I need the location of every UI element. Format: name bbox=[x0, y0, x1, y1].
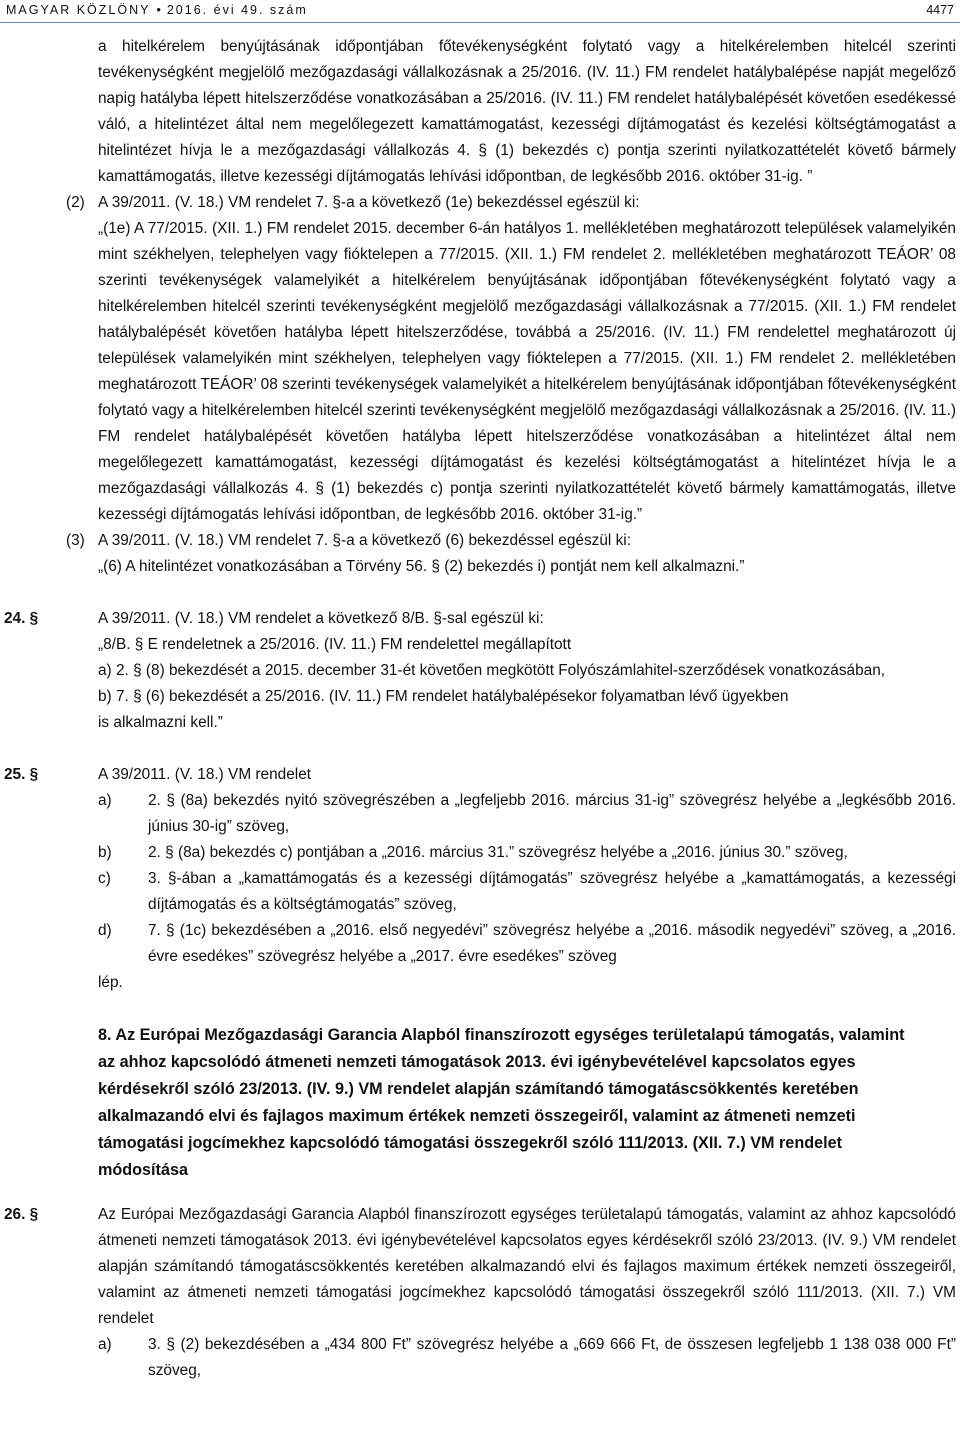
subsection-3 bbox=[0, 528, 956, 580]
subsection-text: A 39/2011. (V. 18.) VM rendelet 7. §-a a következő (1e) bekezdéssel egészül ki: bbox=[98, 194, 640, 211]
list-text: 7. § (1c) bekezdésében a „2016. első negyedévi” szövegrész helyébe a „2016. második negyedévi” szöveg, a „2016. évre esedékes” szövegrész helyébe a „2017. évre esedékes” szöveg bbox=[148, 922, 956, 965]
section-line: a) 2. § (8) bekezdését a 2015. december 31-ét követően megkötött Folyószámlahitel-szerződések vonatkozásában, bbox=[98, 662, 886, 679]
page-number: 4477 bbox=[926, 3, 954, 17]
header-left bbox=[6, 0, 308, 20]
list-letter: b) bbox=[98, 844, 112, 861]
subsection-2 bbox=[0, 190, 956, 528]
section-number: 25. § bbox=[4, 766, 39, 783]
page-header bbox=[0, 0, 960, 23]
section-line: A 39/2011. (V. 18.) VM rendelet a következő 8/B. §-sal egészül ki: bbox=[98, 610, 544, 627]
intro-paragraph: a hitelkérelem benyújtásának időpontjában főtevékenységként folytató vagy a hitelkérelemben hitelcél szerinti tevékenységként megjelölő mezőgazdasági vállalkozásnak a 25/2016. (IV. 11.) FM rendelet hatálybalépése napját megelőző napig hatályba lépett hitelszerződése vonatkozásában a 25/2016. (IV. 11.) FM rendelet hatálybalépését követően esedékessé váló, a hitelintézet által nem megelőlegezett kamattámogatást, kezességi díjtámogatást és kezelési költségtámogatást a hitelintézet hívja le a mezőgazdasági vállalkozás 4. § (1) bekezdés c) pontja szerinti nyilatkozattételét követő bármely kamattámogatás, illetve kezességi díjtámogatás lehívási időpontban, de legkésőbb 2016. október 31-ig. ” bbox=[98, 38, 956, 185]
section-line: „8/B. § E rendeletnek a 25/2016. (IV. 11.) FM rendelettel megállapított bbox=[98, 636, 572, 653]
section-intro: A 39/2011. (V. 18.) VM rendelet bbox=[98, 766, 312, 783]
section-number: 26. § bbox=[4, 1206, 39, 1223]
list-item bbox=[0, 840, 956, 866]
list-item bbox=[0, 866, 956, 918]
list-item bbox=[0, 918, 956, 970]
list-letter: a) bbox=[98, 792, 112, 809]
list-text: 3. § (2) bekezdésében a „434 800 Ft” szövegrész helyébe a „669 666 Ft, de összesen legfeljebb 1 138 038 000 Ft” szöveg, bbox=[148, 1336, 956, 1379]
section-26 bbox=[0, 1202, 956, 1332]
section-number: 24. § bbox=[4, 610, 39, 627]
list-text: 3. §-ában a „kamattámogatás és a kezességi díjtámogatás” szövegrész helyébe a „kamattámogatás, a kezességi díjtámogatás és a költségtámogatás” szöveg, bbox=[148, 870, 956, 913]
chapter-heading: 8. Az Európai Mezőgazdasági Garancia Alapból finanszírozott egységes területalapú támogatás, valamint az ahhoz kapcsolódó átmeneti nemzeti támogatások 2013. évi igénybevételével kapcsolatos egyes kérdésekről szóló 23/2013. (IV. 9.) VM rendelet alapján számítandó támogatáscsökkentés keretében alkalmazandó elvi és fajlagos maximum értékek nemzeti összegeiről, valamint az átmeneti nemzeti támogatási jogcímekhez kapcsolódó támogatási összegekről szóló 111/2013. (XII. 7.) VM rendelet módosítása bbox=[98, 1026, 905, 1179]
section-24 bbox=[0, 606, 956, 736]
journal-title: MAGYAR KÖZLÖNY bbox=[6, 3, 151, 17]
subsection-text: A 39/2011. (V. 18.) VM rendelet 7. §-a a következő (6) bekezdéssel egészül ki: bbox=[98, 532, 631, 549]
header-bullet: • bbox=[156, 3, 161, 17]
list-text: 2. § (8a) bekezdés c) pontjában a „2016. március 31.” szövegrész helyébe a „2016. június 30.” szöveg, bbox=[148, 844, 848, 861]
list-letter: c) bbox=[98, 870, 111, 887]
subsection-number: (2) bbox=[66, 194, 85, 211]
section-line: is alkalmazni kell.” bbox=[98, 714, 223, 731]
section-25 bbox=[0, 762, 956, 788]
list-text: 2. § (8a) bekezdés nyitó szövegrészében a „legfeljebb 2016. március 31-ig” szövegrész helyébe a „legkésőbb 2016. június 30-ig” szöveg, bbox=[148, 792, 956, 835]
document-body bbox=[0, 34, 960, 1384]
section-line: b) 7. § (6) bekezdését a 25/2016. (IV. 11.) FM rendelet hatálybalépésekor folyamatban lévő ügyekben bbox=[98, 688, 789, 705]
list-letter: d) bbox=[98, 922, 112, 939]
list-item bbox=[0, 788, 956, 840]
list-letter: a) bbox=[98, 1336, 112, 1353]
subsection-number: (3) bbox=[66, 532, 85, 549]
quoted-provision: „(1e) A 77/2015. (XII. 1.) FM rendelet 2015. december 6-án hatályos 1. mellékletében meghatározott települések valamelyikén mint székhelyen, telephelyen vagy fióktelepen a 77/2015. (XII. 1.) FM rendelet 2. mellékletében meghatározott TEÁOR’ 08 szerinti tevékenységek valamelyikét a hitelkérelem benyújtásának időpontjában főtevékenységként folytató vagy a hitelkérelemben hitelcél szerinti tevékenységként megjelölő mezőgazdasági vállalkozásnak a 77/2015. (XII. 1.) FM rendelet hatálybalépését követően hatályba lépett hitelszerződése, továbbá a 25/2016. (IV. 11.) FM rendelettel meghatározott új települések valamelyikén mint székhelyen, telephelyen vagy fióktelepen a 77/2015. (XII. 1.) FM rendelet 2. mellékletében meghatározott TEÁOR’ 08 szerinti tevékenységek valamelyikét a hitelkérelem benyújtásának időpontjában főtevékenységként folytató vagy a hitelkérelemben hitelcél szerinti tevékenységként megjelölő mezőgazdasági vállalkozásnak a 25/2016. (IV. 11.) FM rendelet hatálybalépését követően hatályba lépett hitelszerződése vonatkozásában a hitelintézet által nem megelőlegezett kamattámogatást, kezességi díjtámogatást és kezelési költségtámogatást a hitelintézet hívja le a mezőgazdasági vállalkozás 4. § (1) bekezdés c) pontja szerinti nyilatkozattételét követő bármely kamattámogatás, illetve kezességi díjtámogatás lehívási időpontban, de legkésőbb 2016. október 31-ig.” bbox=[98, 220, 956, 523]
list-item bbox=[0, 1332, 956, 1384]
issue-label: 2016. évi 49. szám bbox=[166, 3, 308, 17]
quoted-provision: „(6) A hitelintézet vonatkozásában a Törvény 56. § (2) bekezdés i) pontját nem kell alkalmazni.” bbox=[98, 558, 745, 575]
section-intro: Az Európai Mezőgazdasági Garancia Alapból finanszírozott egységes területalapú támogatás, valamint az ahhoz kapcsolódó átmeneti nemzeti támogatások 2013. évi igénybevételével kapcsolatos egyes kérdésekről szóló 23/2013. (IV. 9.) VM rendelet alapján számítandó támogatáscsökkentés keretében alkalmazandó elvi és fajlagos maximum értékek nemzeti összegeiről, valamint az átmeneti nemzeti támogatási jogcímekhez kapcsolódó támogatási összegekről szóló 111/2013. (XII. 7.) VM rendelet bbox=[98, 1206, 956, 1327]
section-closing: lép. bbox=[98, 974, 123, 991]
